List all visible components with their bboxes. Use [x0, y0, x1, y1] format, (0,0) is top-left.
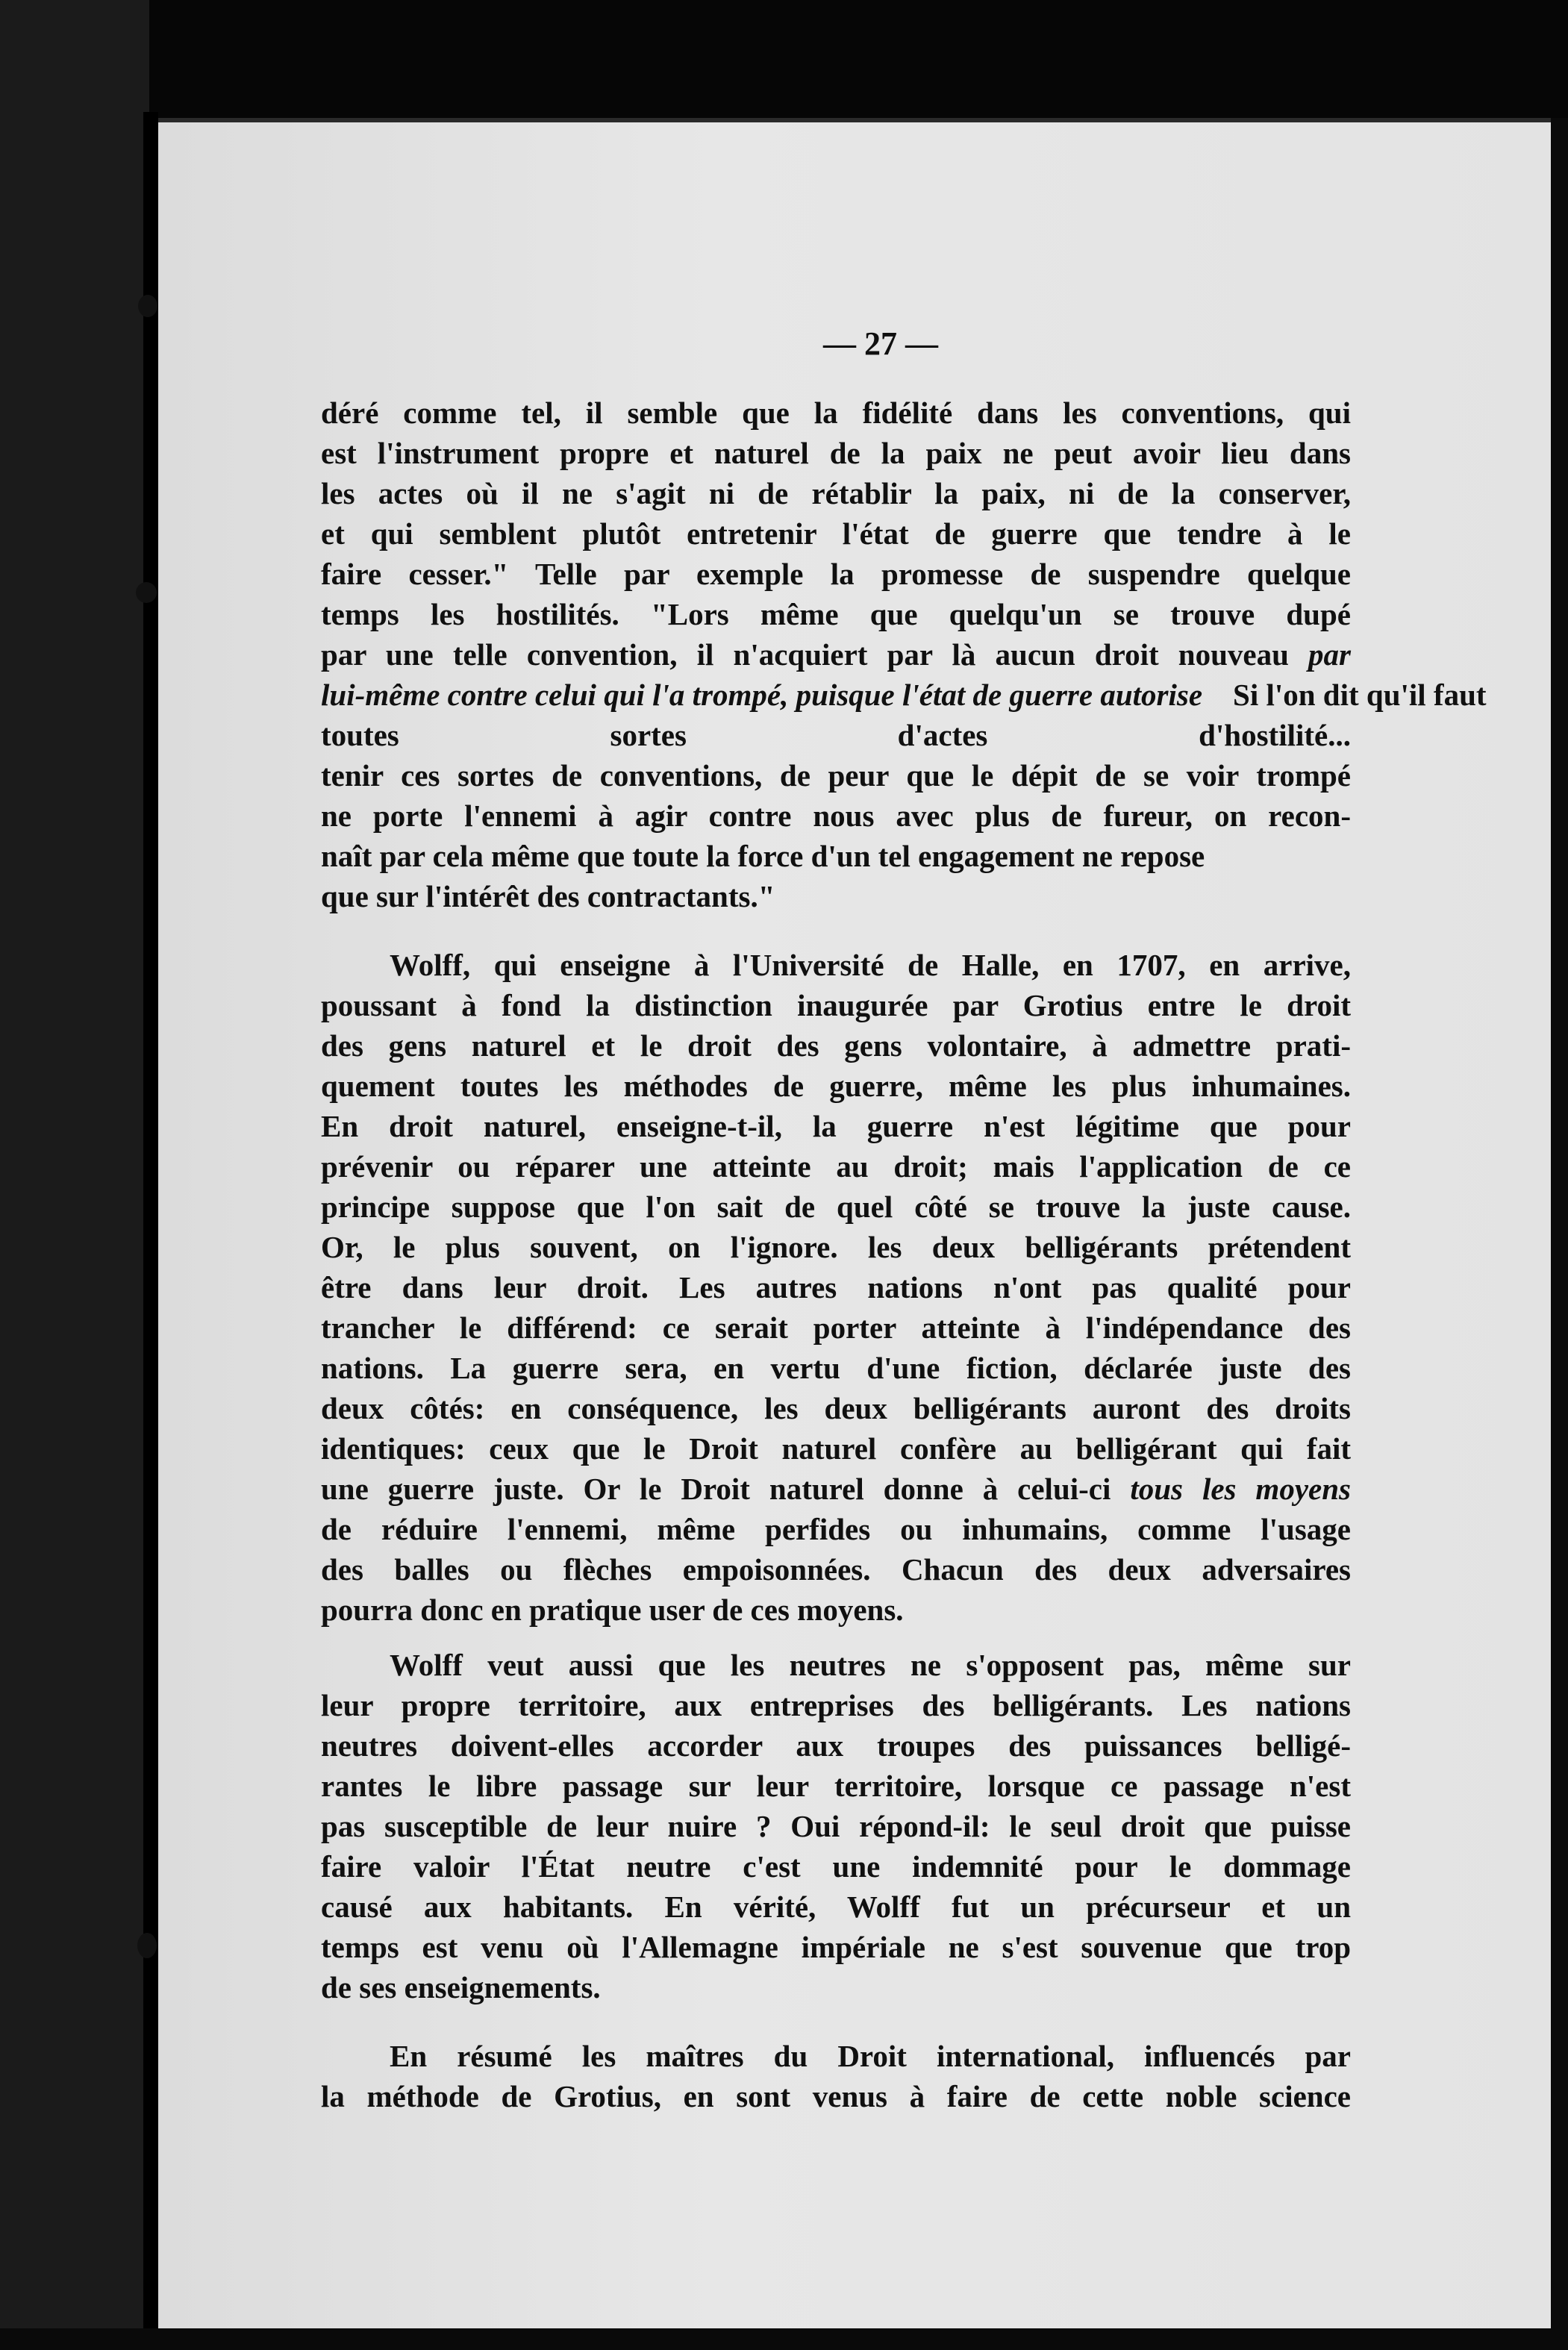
italic-phrase: contre celui qui l'a trompé, puisque l'état de guerre autorise: [447, 678, 1203, 712]
text-line: que sur l'intérêt des contractants.": [321, 879, 775, 913]
binding-mark: [137, 1933, 157, 1958]
paragraph: [321, 2036, 1351, 2116]
text-line: temps les hostilités. "Lors même que quelqu'un se trouve dupé: [321, 597, 1351, 631]
text-line: En droit naturel, enseigne-t-il, la guerre n'est légitime que pour: [321, 1109, 1351, 1143]
text-line: principe suppose que l'on sait de quel côté se trouve la juste cause.: [321, 1190, 1351, 1224]
text-line: ne porte l'ennemi à agir contre nous avec plus de fureur, on recon-: [321, 799, 1351, 833]
text-line: deux côtés: en conséquence, les deux belligérants auront des droits: [321, 1391, 1351, 1425]
binding-line: [143, 112, 158, 2336]
italic-phrase: tous les moyens: [1130, 1472, 1351, 1506]
text-line: Wolff veut aussi que les neutres ne s'opposent pas, même sur: [390, 1648, 1351, 1682]
text-line-part: par une telle convention, il n'acquiert par là aucun droit nouveau: [321, 637, 1289, 672]
text-line: temps est venu où l'Allemagne impériale ne s'est souvenue que trop: [321, 1930, 1351, 1964]
facing-page-edge: [0, 0, 149, 2350]
text-line: de ses enseignements.: [321, 1970, 601, 2004]
text-line: [321, 675, 1487, 715]
text-line: rantes le libre passage sur leur territoire, lorsque ce passage n'est: [321, 1769, 1351, 1803]
text-line: quement toutes les méthodes de guerre, même les plus inhumaines.: [321, 1069, 1351, 1103]
text-line: tenir ces sortes de conventions, de peur que le dépit de se voir trompé: [321, 758, 1351, 793]
paragraph: [321, 945, 1351, 1630]
paragraph: [321, 393, 1487, 916]
text-line: de réduire l'ennemi, même perfides ou inhumains, comme l'usage: [321, 1512, 1351, 1546]
text-line-part: une guerre juste. Or le Droit naturel donne à celui-ci: [321, 1472, 1111, 1506]
text-line: est l'instrument propre et naturel de la paix ne peut avoir lieu dans: [321, 436, 1351, 470]
text-line: neutres doivent-elles accorder aux troupes des puissances belligé-: [321, 1728, 1351, 1763]
text-line: trancher le différend: ce serait porter atteinte à l'indépendance des: [321, 1310, 1351, 1345]
text-line: être dans leur droit. Les autres nations n'ont pas qualité pour: [321, 1270, 1351, 1304]
text-line: [321, 634, 1351, 675]
text-line: la méthode de Grotius, en sont venus à faire de cette noble science: [321, 2079, 1351, 2113]
text-line: des gens naturel et le droit des gens volontaire, à admettre prati-: [321, 1028, 1351, 1063]
text-line: faire valoir l'État neutre c'est une indemnité pour le dommage: [321, 1849, 1351, 1884]
text-line: Wolff, qui enseigne à l'Université de Halle, en 1707, en arrive,: [390, 948, 1351, 982]
text-line: Or, le plus souvent, on l'ignore. les deux belligérants prétendent: [321, 1230, 1351, 1264]
page-number: — 27 —: [823, 325, 938, 362]
text-line: les actes où il ne s'agit ni de rétablir la paix, ni de la conserver,: [321, 476, 1351, 510]
text-line: pas susceptible de leur nuire ? Oui répond-il: le seul droit que puisse: [321, 1809, 1351, 1843]
binding-mark: [138, 295, 157, 317]
text-line: faire cesser." Telle par exemple la promesse de suspendre quelque: [321, 557, 1351, 591]
text-line: nations. La guerre sera, en vertu d'une fiction, déclarée juste des: [321, 1351, 1351, 1385]
binding-mark: [136, 582, 157, 603]
right-border: [1551, 118, 1568, 2350]
text-line: pourra donc en pratique user de ces moyens.: [321, 1593, 904, 1627]
text-line: causé aux habitants. En vérité, Wolff fut un précurseur et un: [321, 1890, 1351, 1924]
italic-phrase: par: [1308, 637, 1352, 672]
text-line: naît par cela même que toute la force d'un tel engagement ne repose: [321, 839, 1205, 873]
text-line: toutes sortes d'actes d'hostilité...: [321, 718, 1351, 752]
text-line: des balles ou flèches empoisonnées. Chacun des deux adversaires: [321, 1552, 1351, 1587]
paragraph: [321, 1645, 1351, 2007]
text-line: En résumé les maîtres du Droit international, influencés par: [390, 2039, 1351, 2073]
text-line: déré comme tel, il semble que la fidélité dans les conventions, qui: [321, 396, 1351, 430]
italic-phrase: lui-même: [321, 678, 440, 712]
text-line: identiques: ceux que le Droit naturel confère au belligérant qui fait: [321, 1431, 1351, 1466]
text-line: et qui semblent plutôt entretenir l'état de guerre que tendre à le: [321, 516, 1351, 551]
text-line: [321, 1469, 1351, 1509]
page-text: [321, 325, 1487, 2116]
text-line: prévenir ou réparer une atteinte au droit; mais l'application de ce: [321, 1149, 1351, 1184]
text-line-part: Si l'on dit qu'il faut: [1233, 678, 1487, 712]
text-line: leur propre territoire, aux entreprises des belligérants. Les nations: [321, 1688, 1351, 1722]
bottom-border: [0, 2328, 1568, 2350]
text-line: poussant à fond la distinction inaugurée par Grotius entre le droit: [321, 988, 1351, 1022]
